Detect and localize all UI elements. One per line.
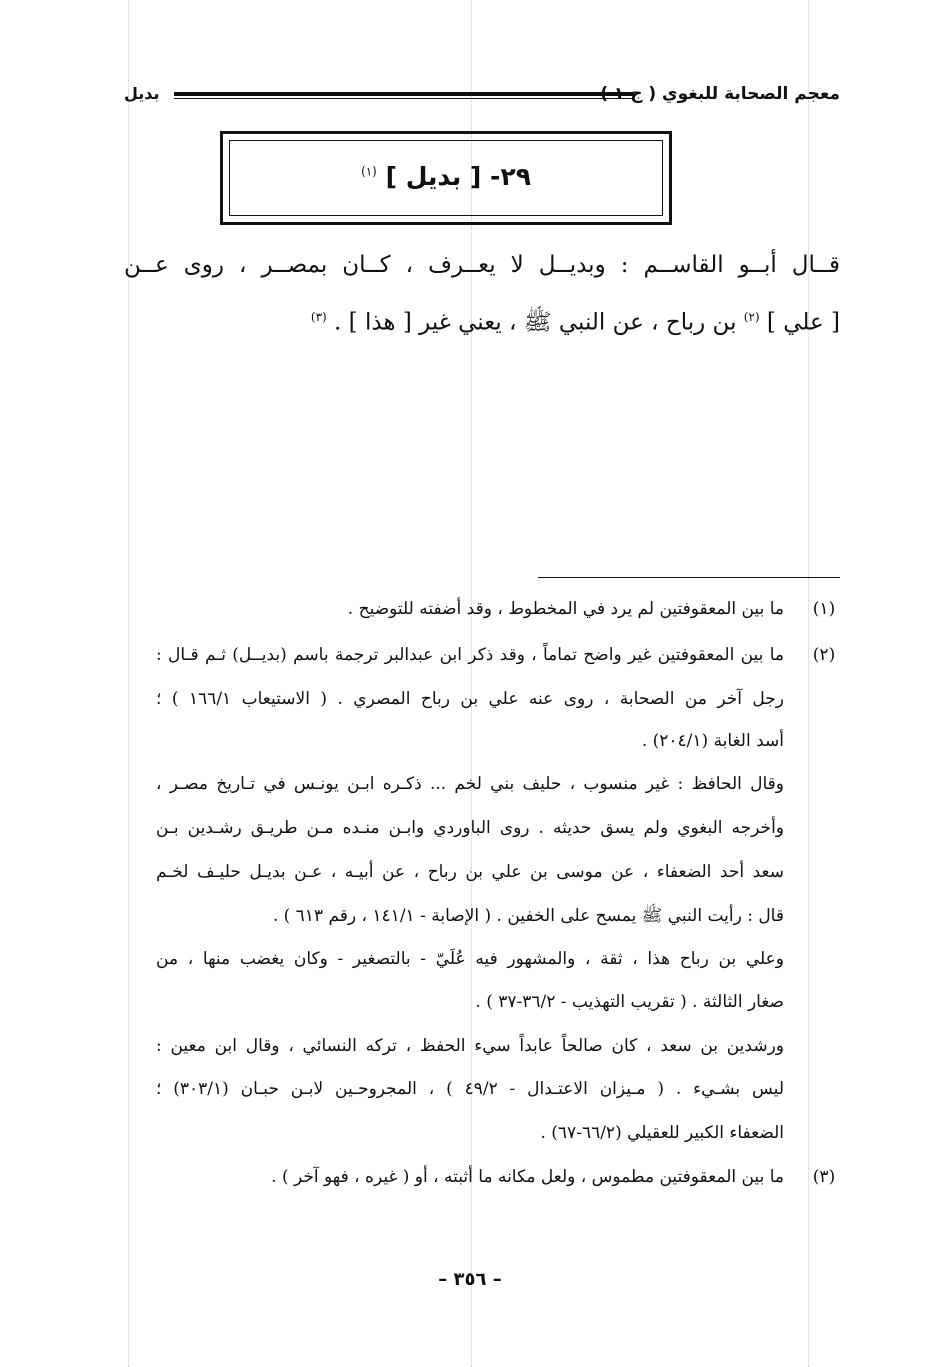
footnote-marker: (٢) xyxy=(743,310,760,324)
footnote-line: قال : رأيت النبي ﷺ يمسح على الخفين . ( الإصابة - ١٤١/١ ، رقم ٦١٣ ) . xyxy=(272,906,784,926)
page-number: – ٣٥٦ – xyxy=(438,1269,502,1290)
footnote-number: (١) xyxy=(812,599,836,619)
entry-title xyxy=(223,162,669,191)
footnote-line: ليس بشـيء . ( مـيزان الاعتـدال - ٤٩/٢ ) ، المجروحـين لابـن حبـان (٣٠٣/١) ؛ xyxy=(156,1079,784,1099)
footnote-line: رجل آخر من الصحابة ، روى عنه علي بن رباح المصري . ( الاستيعاب ١٦٦/١ ) ؛ xyxy=(156,689,785,709)
body-line xyxy=(124,298,840,342)
footnote-line: وعلي بن رباح هذا ، ثقة ، والمشهور فيه عُلَيّ - بالتصغير - وكان يغضب منها ، من xyxy=(156,949,784,969)
footnote-line: أسد الغابة (٢٠٤/١) . xyxy=(641,731,784,751)
footnote-line: وقال الحافظ : غير منسوب ، حليف بني لخم ... ذكـره ابـن يونـس في تـاريخ مصـر ، xyxy=(156,774,784,794)
scan-artifact-line xyxy=(128,0,129,1367)
footnote-line: ما بين المعقوفتين لم يرد في المخطوط ، وقد أضفته للتوضيح . xyxy=(347,599,784,619)
footnote-line: ورشدين بن سعد ، كان صالحاً عابداً سيء الحفظ ، تركه النسائي ، وقال ابن معين : xyxy=(156,1036,784,1056)
body-text-segment: بن رباح ، عن النبي ﷺ ، يعني غير [ هذا ] . xyxy=(334,309,737,336)
book-title: معجم الصحابة للبغوي ( ج ١ ) xyxy=(600,84,840,104)
footnote-line: ما بين المعقوفتين غير واضح تماماً ، وقد ذكر ابن عبدالبر ترجمة باسم (بديــل) ثـم قـال : xyxy=(156,645,784,665)
entry-title-frame xyxy=(220,131,672,225)
header-entry-name: بديل xyxy=(124,84,160,103)
footnote-line: الضعفاء الكبير للعقيلي (٦٦/٢-٦٧) . xyxy=(540,1123,784,1143)
header-rule xyxy=(174,92,634,99)
footnote-number: (٢) xyxy=(812,645,836,665)
body-line: قــال أبــو القاســم : وبديــل لا يعــرف ، كــان بمصــر ، روى عــن xyxy=(124,252,840,278)
entry-title-text: ٢٩- [ بديل ] xyxy=(385,162,531,191)
running-header xyxy=(124,84,840,110)
footnote-number: (٣) xyxy=(812,1167,836,1187)
footnote-line: سعد أحد الضعفاء ، عن موسى بن علي بن رباح ، عن أبيـه ، عـن بديـل حليـف لخـم xyxy=(156,862,784,882)
footnote-line: صغار الثالثة . ( تقريب التهذيب - ٣٦/٢-٣٧ ) . xyxy=(475,992,784,1012)
footnote-separator xyxy=(538,577,840,578)
footnote-line: ما بين المعقوفتين مطموس ، ولعل مكانه ما أثبته ، أو ( غيره ، فهو آخر ) . xyxy=(271,1167,784,1187)
footnote-marker: (١) xyxy=(361,164,377,179)
scan-artifact-line xyxy=(808,0,809,1367)
footnote-marker: (٣) xyxy=(310,310,327,324)
body-text-segment: [ علي ] xyxy=(766,309,840,336)
footnote-line: وأخرجه البغوي ولم يسق حديثه . روى الباوردي وابـن منـده مـن طريـق رشـدين بـن xyxy=(156,818,784,838)
